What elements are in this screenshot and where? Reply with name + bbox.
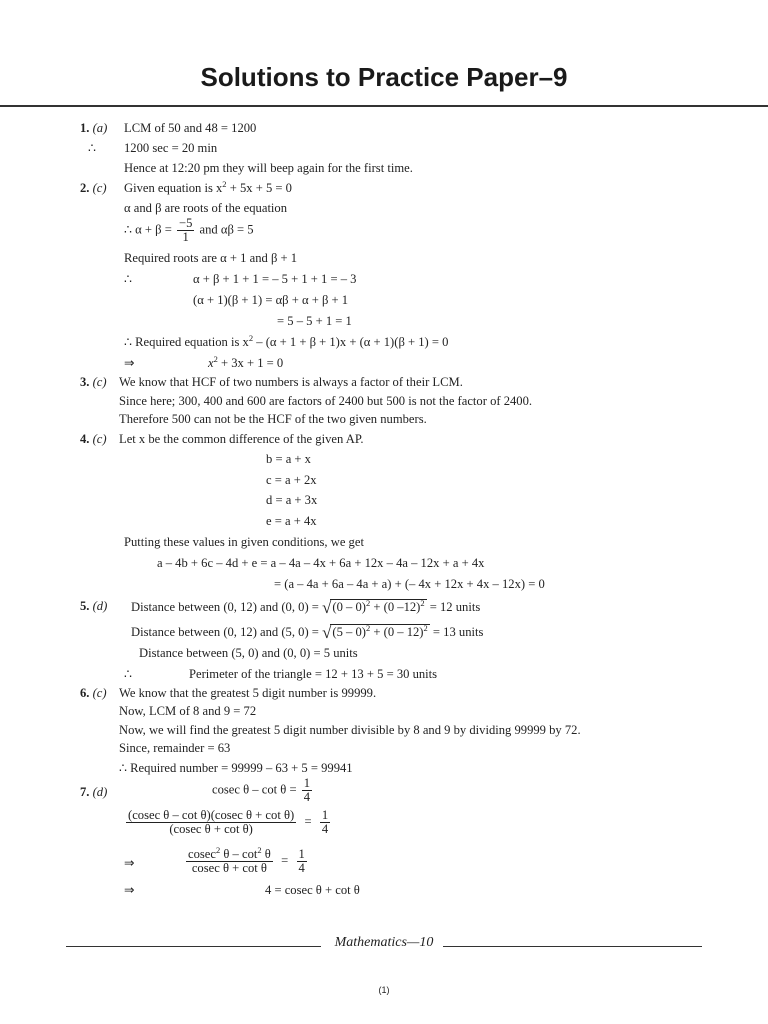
implies-symbol: ⇒ (124, 883, 135, 897)
q2-required-roots: Required roots are α + 1 and β + 1 (124, 251, 298, 265)
numerator-term: cosec (188, 847, 216, 861)
q2-equation-2: (α + 1)(β + 1) = αβ + α + β + 1 (193, 293, 349, 307)
numerator (186, 845, 273, 862)
page-number: (1) (378, 985, 390, 995)
q3-line-3: Therefore 500 can not be the HCF of the two given numbers. (119, 412, 427, 426)
q2-equation-3: = 5 – 5 + 1 = 1 (277, 314, 352, 328)
answer-option: (d) (92, 785, 108, 799)
equation-text: and αβ = 5 (199, 222, 254, 237)
radical-sign: √ (322, 598, 332, 617)
equals-sign: = (301, 814, 315, 829)
q2-roots-line: α and β are roots of the equation (124, 201, 288, 215)
radicand (330, 624, 429, 640)
q5-perimeter: Perimeter of the triangle = 12 + 13 + 5 = 30 units (189, 667, 438, 681)
numerator: −5 (178, 216, 193, 230)
numerator: 1 (321, 808, 329, 822)
q4-equation-2: = (a – 4a + 6a – 4a + a) + (– 4x + 12x + 4x – 12x) = 0 (274, 577, 545, 591)
q3-line-2: Since here; 300, 400 and 600 are factors of 2400 but 500 is not the factor of 2400. (119, 394, 533, 408)
q6-line-2: Now, LCM of 8 and 9 = 72 (119, 704, 257, 718)
exponent: 2 (423, 623, 428, 633)
denominator: 1 (182, 230, 189, 244)
equation-text: – (α + 1 + β + 1)x + (α + 1)(β + 1) = 0 (253, 335, 449, 349)
therefore-symbol: ∴ (124, 667, 133, 681)
question-number: 5. (80, 599, 90, 613)
equation-text: = 13 units (429, 625, 484, 639)
exponent: 2 (248, 333, 254, 343)
fraction (177, 217, 194, 244)
q1-line-3: Hence at 12:20 pm they will beep again for the first time. (124, 161, 413, 175)
question-number: 3. (80, 375, 90, 389)
q4-e-equation: e = a + 4x (266, 514, 317, 528)
equation-text: Distance between (0, 12) and (0, 0) = (131, 600, 319, 614)
q2-given-equation (124, 181, 292, 196)
q6-line-3: Now, we will find the greatest 5 digit number divisible by 8 and 9 by dividing 99999 by 72. (119, 723, 581, 737)
answer-option: (d) (92, 599, 108, 613)
implies-symbol: ⇒ (124, 356, 135, 370)
q2-equation-1: α + β + 1 + 1 = – 5 + 1 + 1 = – 3 (193, 272, 357, 286)
q4-equation-1: a – 4b + 6c – 4d + e = a – 4a – 4x + 6a + 12x – 4a – 12x + a + 4x (157, 556, 485, 570)
numerator-term: θ – cot (220, 847, 258, 861)
question-5 (80, 599, 107, 614)
fraction (297, 848, 307, 875)
exponent: 2 (213, 354, 218, 364)
fraction (320, 809, 330, 836)
fraction (186, 845, 273, 875)
question-2 (80, 181, 107, 196)
equation-text: Distance between (0, 12) and (5, 0) = (131, 625, 319, 639)
denominator: cosec θ + cot θ (191, 861, 267, 875)
therefore-symbol: ∴ (88, 141, 97, 155)
question-number: 6. (80, 686, 90, 700)
page-title: Solutions to Practice Paper–9 (200, 62, 568, 92)
radicand-term: + (0 –12) (370, 600, 421, 614)
question-4 (80, 432, 107, 447)
question-7 (80, 785, 107, 800)
numerator: 1 (303, 776, 311, 790)
question-3 (80, 375, 107, 390)
exponent: 2 (365, 623, 371, 633)
denominator: 4 (321, 822, 329, 836)
equation-text: + 5x + 5 = 0 (226, 181, 292, 195)
q4-b-equation: b = a + x (266, 452, 311, 466)
radicand (330, 599, 426, 615)
numerator: 1 (298, 847, 305, 861)
question-number: 2. (80, 181, 90, 195)
equation-text: cosec θ – cot θ = (212, 782, 297, 797)
equals-sign: = (277, 853, 292, 868)
exponent: 2 (222, 179, 227, 189)
answer-option: (c) (92, 375, 107, 389)
q6-line-4: Since, remainder = 63 (119, 741, 231, 755)
q4-d-equation: d = a + 3x (266, 493, 318, 507)
radicand-term: + (0 – 12) (370, 625, 424, 639)
radical-sign: √ (322, 623, 332, 642)
exponent: 2 (365, 598, 371, 608)
equation-text: ∴ Required equation is x (124, 335, 249, 349)
q7-equation-1 (212, 777, 314, 804)
answer-option: (c) (92, 432, 107, 446)
q2-final-equation (208, 356, 283, 371)
q1-line-2: 1200 sec = 20 min (124, 141, 218, 155)
q2-required-equation (124, 335, 448, 350)
equation-text: Given equation is x (124, 181, 223, 195)
answer-option: (c) (92, 686, 107, 700)
radicand-term: (5 – 0) (332, 625, 366, 639)
q4-c-equation: c = a + 2x (266, 473, 317, 487)
implies-symbol: ⇒ (124, 856, 135, 870)
fraction (126, 809, 296, 836)
question-number: 4. (80, 432, 90, 446)
equation-text: = 12 units (426, 600, 481, 614)
q4-putting-line: Putting these values in given conditions, we get (124, 535, 364, 549)
q1-line-1: LCM of 50 and 48 = 1200 (124, 121, 257, 135)
q7-equation-3 (184, 845, 309, 875)
q7-equation-2 (124, 809, 332, 836)
q6-line-1: We know that the greatest 5 digit number is 99999. (119, 686, 377, 700)
numerator-term: θ (261, 847, 271, 861)
denominator: 4 (298, 861, 305, 875)
equation-text: ∴ α + β = (124, 222, 172, 237)
q5-distance-2 (131, 624, 483, 640)
exponent: 2 (215, 845, 221, 855)
title-rule (0, 105, 768, 107)
denominator: 4 (303, 790, 311, 804)
footer-title: Mathematics—10 (334, 935, 434, 950)
question-number: 1. (80, 121, 90, 135)
exponent: 2 (257, 845, 262, 855)
question-number: 7. (80, 785, 90, 799)
denominator: (cosec θ + cot θ) (169, 822, 253, 836)
q2-sum-product (124, 217, 254, 244)
q5-distance-3: Distance between (5, 0) and (0, 0) = 5 units (139, 646, 358, 660)
fraction (302, 777, 312, 804)
radicand-term: (0 – 0) (332, 600, 366, 614)
q3-line-1: We know that HCF of two numbers is always a factor of their LCM. (119, 375, 463, 389)
question-1 (80, 121, 107, 136)
q4-line-1: Let x be the common difference of the given AP. (119, 432, 364, 446)
answer-option: (a) (92, 121, 108, 135)
answer-option: (c) (92, 181, 107, 195)
question-6 (80, 686, 107, 701)
equation-text: x (208, 356, 214, 370)
equation-text: + 3x + 1 = 0 (217, 356, 284, 370)
q5-distance-1 (131, 599, 480, 615)
q6-line-5: ∴ Required number = 99999 – 63 + 5 = 99941 (119, 761, 353, 775)
q7-equation-4: 4 = cosec θ + cot θ (265, 883, 360, 897)
exponent: 2 (420, 598, 425, 608)
numerator: (cosec θ – cot θ)(cosec θ + cot θ) (128, 808, 295, 822)
therefore-symbol: ∴ (124, 272, 133, 286)
